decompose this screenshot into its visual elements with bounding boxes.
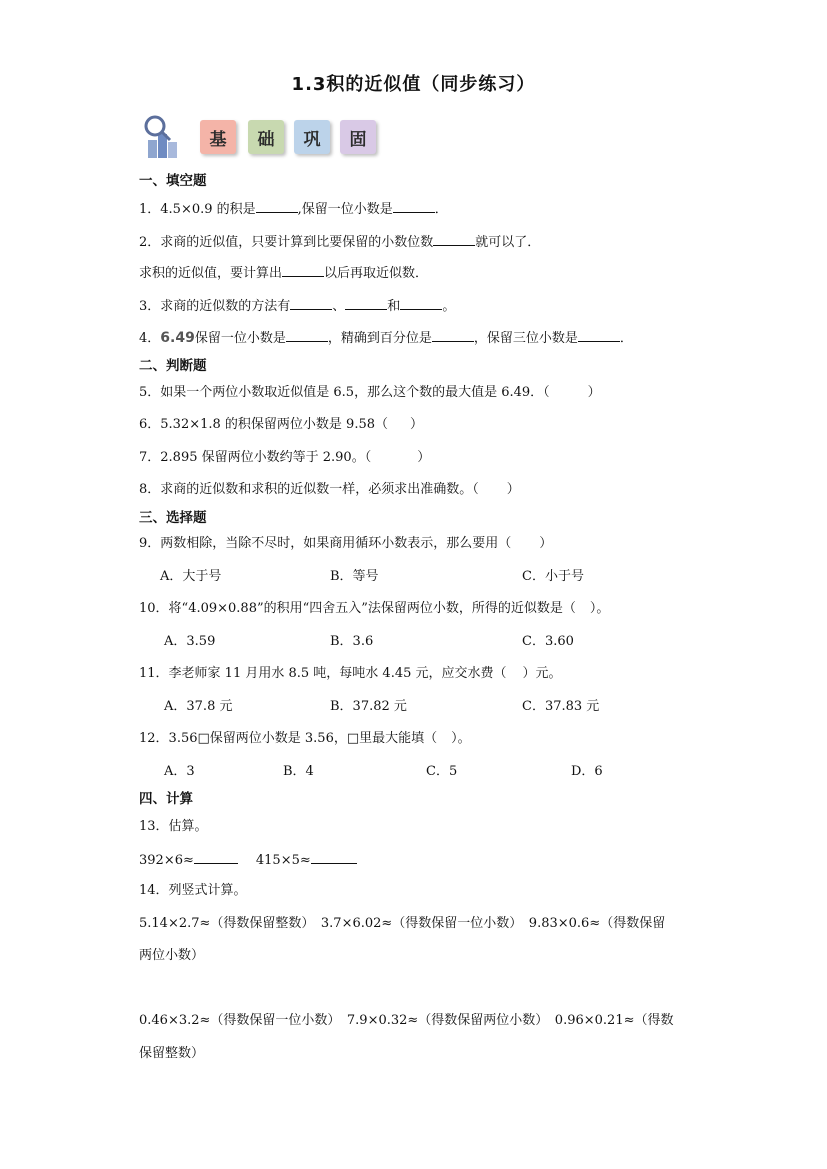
question-14-line-4: 保留整数） bbox=[139, 1046, 205, 1061]
answer-blank[interactable] bbox=[282, 264, 324, 277]
question-4: 4．6.49保留一位小数是 ，精确到百分位是 ，保留三位小数是 ． bbox=[139, 330, 633, 346]
option-c[interactable]: C．小于号 bbox=[522, 569, 584, 584]
question-2-line-2: 求积的近似值，要计算出 以后再取近似数． bbox=[139, 266, 429, 281]
question-14-title: 14．列竖式计算。 bbox=[139, 883, 247, 898]
option-a[interactable]: A．3 bbox=[164, 764, 195, 779]
question-13-title: 13．估算。 bbox=[139, 819, 208, 834]
option-c[interactable]: C．3.60 bbox=[522, 634, 574, 649]
question-14-line-3: 0.46×3.2≈（得数保留一位小数） 7.9×0.32≈（得数保留两位小数） 0.96×0.21≈（得数 bbox=[139, 1013, 674, 1028]
number-figure: 6.49 bbox=[160, 330, 195, 346]
answer-blank[interactable] bbox=[432, 329, 474, 342]
answer-blank[interactable] bbox=[393, 200, 435, 213]
question-8: 8．求商的近似数和求积的近似数一样，必须求出准确数。（ ） bbox=[139, 482, 520, 497]
banner-tile-2: 础 bbox=[248, 120, 284, 154]
question-3: 3．求商的近似数的方法有 、 和 。 bbox=[139, 299, 456, 314]
question-10: 10．将“4.09×0.88”的积用“四舍五入”法保留两位小数，所得的近似数是（ ）。 bbox=[139, 601, 610, 616]
option-b[interactable]: B．4 bbox=[283, 764, 314, 779]
answer-blank[interactable] bbox=[194, 851, 238, 864]
option-d[interactable]: D．6 bbox=[571, 764, 603, 779]
magnifier-cubes-icon bbox=[138, 112, 186, 162]
section-heading-judge: 二、判断题 bbox=[139, 358, 207, 374]
question-12: 12．3.56□保留两位小数是 3.56，□里最大能填（ ）。 bbox=[139, 731, 471, 746]
option-a[interactable]: A．37.8 元 bbox=[164, 699, 233, 714]
banner-tile-1: 基 bbox=[200, 120, 236, 154]
question-14-line-2: 两位小数） bbox=[139, 948, 205, 963]
question-11: 11．李老师家 11 月用水 8.5 吨，每吨水 4.45 元，应交水费（ ）元。 bbox=[139, 666, 562, 681]
section-heading-fill: 一、填空题 bbox=[139, 173, 207, 189]
question-5: 5．如果一个两位小数取近似值是 6.5，那么这个数的最大值是 6.49．（ ） bbox=[139, 385, 601, 400]
answer-blank[interactable] bbox=[433, 233, 475, 246]
banner-tile-3: 巩 bbox=[294, 120, 330, 154]
option-c[interactable]: C．37.83 元 bbox=[522, 699, 600, 714]
question-7: 7．2.895 保留两位小数约等于 2.90。（ ） bbox=[139, 450, 431, 465]
option-b[interactable]: B．3.6 bbox=[330, 634, 374, 649]
option-b[interactable]: B．37.82 元 bbox=[330, 699, 407, 714]
answer-blank[interactable] bbox=[311, 851, 357, 864]
section-banner bbox=[138, 112, 398, 162]
answer-blank[interactable] bbox=[345, 297, 387, 310]
answer-blank[interactable] bbox=[400, 297, 442, 310]
question-6: 6．5.32×1.8 的积保留两位小数是 9.58（ ） bbox=[139, 417, 424, 432]
question-2: 2．求商的近似值，只要计算到比要保留的小数位数 就可以了． bbox=[139, 235, 541, 250]
banner-tile-4: 固 bbox=[340, 120, 376, 154]
answer-blank[interactable] bbox=[256, 200, 298, 213]
option-c[interactable]: C．5 bbox=[426, 764, 458, 779]
option-a[interactable]: A．3.59 bbox=[164, 634, 216, 649]
section-heading-choice: 三、选择题 bbox=[139, 510, 207, 526]
question-1: 1．4.5×0.9 的积是 ,保留一位小数是 ． bbox=[139, 202, 448, 217]
question-13: 392×6≈ 415×5≈ bbox=[139, 851, 357, 870]
section-heading-calc: 四、计算 bbox=[139, 791, 193, 807]
option-a[interactable]: A．大于号 bbox=[160, 569, 222, 584]
option-b[interactable]: B．等号 bbox=[330, 569, 379, 584]
answer-blank[interactable] bbox=[286, 329, 328, 342]
question-9: 9．两数相除，当除不尽时，如果商用循环小数表示，那么要用（ ） bbox=[139, 536, 553, 551]
answer-blank[interactable] bbox=[290, 297, 332, 310]
page-title: 1.3积的近似值（同步练习） bbox=[291, 74, 536, 95]
answer-blank[interactable] bbox=[578, 329, 620, 342]
question-14-line-1: 5.14×2.7≈（得数保留整数） 3.7×6.02≈（得数保留一位小数） 9.83×0.6≈（得数保留 bbox=[139, 916, 666, 931]
